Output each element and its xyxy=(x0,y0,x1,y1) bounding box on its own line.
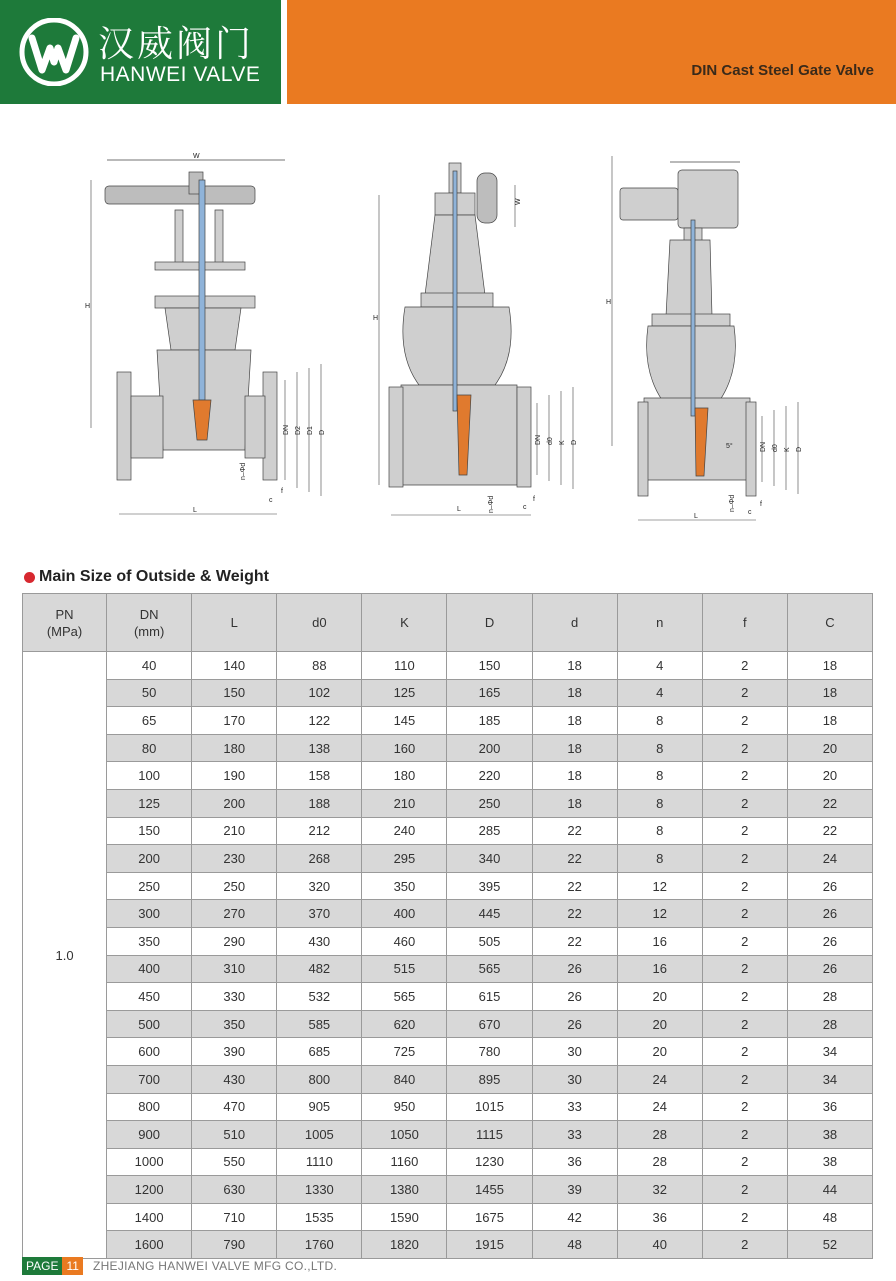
table-cell: 24 xyxy=(617,1093,702,1121)
page-header xyxy=(0,0,896,104)
table-cell: 350 xyxy=(192,1010,277,1038)
table-cell: 26 xyxy=(787,927,872,955)
table-cell: 39 xyxy=(532,1176,617,1204)
table-cell: 200 xyxy=(192,789,277,817)
table-cell: 1230 xyxy=(447,1148,532,1176)
table-cell: 1200 xyxy=(107,1176,192,1204)
page-title: DIN Cast Steel Gate Valve xyxy=(691,62,874,79)
table-cell: 190 xyxy=(192,762,277,790)
table-cell: 400 xyxy=(107,955,192,983)
dim-d2: D2 xyxy=(295,426,302,435)
table-cell: 30 xyxy=(532,1038,617,1066)
table-cell: 1820 xyxy=(362,1231,447,1259)
table-cell: 150 xyxy=(192,679,277,707)
table-cell: 30 xyxy=(532,1065,617,1093)
table-cell: 160 xyxy=(362,734,447,762)
title-banner xyxy=(287,0,896,104)
table-cell: 200 xyxy=(447,734,532,762)
column-header-label: PN xyxy=(55,606,74,622)
table-cell: 290 xyxy=(192,927,277,955)
table-row xyxy=(23,1038,873,1066)
brand-name-en: HANWEI VALVE xyxy=(100,63,261,86)
table-cell: 950 xyxy=(362,1093,447,1121)
table-cell: 2 xyxy=(702,872,787,900)
table-cell: 16 xyxy=(617,927,702,955)
table-cell: 4 xyxy=(617,679,702,707)
table-cell: 180 xyxy=(362,762,447,790)
size-weight-table xyxy=(22,593,873,1259)
table-cell: 16 xyxy=(617,955,702,983)
table-cell: 1760 xyxy=(277,1231,362,1259)
column-header xyxy=(23,594,107,652)
table-cell: 2 xyxy=(702,1121,787,1149)
column-header xyxy=(107,594,192,652)
table-cell: 2 xyxy=(702,679,787,707)
table-cell: 36 xyxy=(787,1093,872,1121)
table-cell: 1330 xyxy=(277,1176,362,1204)
dim-l: L xyxy=(694,513,698,520)
table-cell: 895 xyxy=(447,1065,532,1093)
dim-c: c xyxy=(523,504,527,511)
table-row xyxy=(23,652,873,680)
table-cell: 18 xyxy=(787,707,872,735)
table-cell: 370 xyxy=(277,900,362,928)
table-cell: 4 xyxy=(617,652,702,680)
table-cell: 125 xyxy=(107,789,192,817)
table-cell: 395 xyxy=(447,872,532,900)
table-cell: 65 xyxy=(107,707,192,735)
table-cell: 1600 xyxy=(107,1231,192,1259)
table-cell: 26 xyxy=(787,900,872,928)
valve-drawing-bevel-gear xyxy=(365,155,580,525)
table-cell: 12 xyxy=(617,900,702,928)
table-cell: 685 xyxy=(277,1038,362,1066)
column-header-label: C xyxy=(825,615,835,630)
table-cell: 2 xyxy=(702,734,787,762)
dim-f: f xyxy=(533,496,535,503)
table-row xyxy=(23,927,873,955)
table-cell: 1050 xyxy=(362,1121,447,1149)
dim-l: L xyxy=(193,507,197,514)
table-cell: 48 xyxy=(787,1203,872,1231)
table-cell: 1675 xyxy=(447,1203,532,1231)
table-cell: 52 xyxy=(787,1231,872,1259)
table-cell: 22 xyxy=(532,900,617,928)
table-cell: 800 xyxy=(107,1093,192,1121)
table-cell: 320 xyxy=(277,872,362,900)
column-header xyxy=(702,594,787,652)
table-cell: 12 xyxy=(617,872,702,900)
table-cell: 8 xyxy=(617,734,702,762)
table-cell: 900 xyxy=(107,1121,192,1149)
dim-bolt: n–Φd xyxy=(729,494,736,512)
table-cell: 510 xyxy=(192,1121,277,1149)
table-cell: 20 xyxy=(617,983,702,1011)
table-cell: 340 xyxy=(447,845,532,873)
table-cell: 700 xyxy=(107,1065,192,1093)
table-cell: 250 xyxy=(192,872,277,900)
table-cell: 2 xyxy=(702,652,787,680)
page-label: PAGE xyxy=(22,1257,62,1275)
table-row xyxy=(23,1231,873,1259)
table-cell: 400 xyxy=(362,900,447,928)
dim-d0: d0 xyxy=(772,444,779,452)
table-cell: 26 xyxy=(532,1010,617,1038)
table-cell: 158 xyxy=(277,762,362,790)
bullet-icon xyxy=(24,572,35,583)
table-cell: 600 xyxy=(107,1038,192,1066)
table-cell: 1915 xyxy=(447,1231,532,1259)
table-cell: 790 xyxy=(192,1231,277,1259)
table-cell: 170 xyxy=(192,707,277,735)
dim-d: D xyxy=(571,439,578,445)
valve-drawing-handwheel xyxy=(85,150,330,520)
table-cell: 26 xyxy=(532,955,617,983)
table-cell: 430 xyxy=(192,1065,277,1093)
table-cell: 350 xyxy=(362,872,447,900)
table-cell: 210 xyxy=(362,789,447,817)
table-row xyxy=(23,1148,873,1176)
table-cell: 18 xyxy=(532,679,617,707)
table-cell: 28 xyxy=(787,1010,872,1038)
table-cell: 20 xyxy=(787,762,872,790)
table-cell: 350 xyxy=(107,927,192,955)
table-cell: 22 xyxy=(532,927,617,955)
table-cell: 24 xyxy=(787,845,872,873)
table-row xyxy=(23,762,873,790)
table-cell: 620 xyxy=(362,1010,447,1038)
table-cell: 8 xyxy=(617,762,702,790)
table-cell: 470 xyxy=(192,1093,277,1121)
company-name: ZHEJIANG HANWEI VALVE MFG CO.,LTD. xyxy=(92,1259,338,1273)
dim-w: W xyxy=(515,198,522,205)
table-row xyxy=(23,983,873,1011)
table-cell: 1000 xyxy=(107,1148,192,1176)
table-cell: 20 xyxy=(617,1010,702,1038)
dim-w: W xyxy=(193,153,200,160)
table-cell: 210 xyxy=(192,817,277,845)
table-cell: 102 xyxy=(277,679,362,707)
table-cell: 22 xyxy=(787,817,872,845)
table-cell: 145 xyxy=(362,707,447,735)
table-cell: 18 xyxy=(532,734,617,762)
column-header xyxy=(617,594,702,652)
page-footer xyxy=(22,1257,337,1275)
table-cell: 8 xyxy=(617,817,702,845)
table-cell: 8 xyxy=(617,707,702,735)
dim-d1: D1 xyxy=(307,426,314,435)
table-cell: 1455 xyxy=(447,1176,532,1204)
table-cell: 240 xyxy=(362,817,447,845)
table-cell: 18 xyxy=(532,707,617,735)
table-cell: 1400 xyxy=(107,1203,192,1231)
table-cell: 33 xyxy=(532,1121,617,1149)
pn-cell: 1.0 xyxy=(23,652,107,1259)
table-cell: 532 xyxy=(277,983,362,1011)
table-row xyxy=(23,872,873,900)
table-cell: 515 xyxy=(362,955,447,983)
table-cell: 40 xyxy=(617,1231,702,1259)
dim-d: D xyxy=(319,429,326,435)
table-cell: 150 xyxy=(107,817,192,845)
dim-k: K xyxy=(784,447,791,452)
dim-l: L xyxy=(457,506,461,513)
table-cell: 2 xyxy=(702,1148,787,1176)
table-cell: 1110 xyxy=(277,1148,362,1176)
column-header-unit: (MPa) xyxy=(46,623,83,639)
table-cell: 565 xyxy=(447,955,532,983)
dim-angle: 5° xyxy=(726,443,733,450)
table-cell: 450 xyxy=(107,983,192,1011)
table-cell: 2 xyxy=(702,1010,787,1038)
column-header-label: d xyxy=(570,615,579,630)
table-body xyxy=(23,652,873,1259)
table-cell: 430 xyxy=(277,927,362,955)
page-number: 11 xyxy=(62,1257,82,1275)
table-cell: 22 xyxy=(532,872,617,900)
table-cell: 550 xyxy=(192,1148,277,1176)
table-cell: 2 xyxy=(702,845,787,873)
brand-logo xyxy=(0,0,281,104)
table-cell: 1115 xyxy=(447,1121,532,1149)
table-cell: 565 xyxy=(362,983,447,1011)
table-cell: 24 xyxy=(617,1065,702,1093)
dim-c: c xyxy=(748,509,752,516)
column-header-label: n xyxy=(656,615,664,630)
table-cell: 2 xyxy=(702,983,787,1011)
table-cell: 110 xyxy=(362,652,447,680)
table-cell: 18 xyxy=(532,652,617,680)
brand-name-cn: 汉威阀门 xyxy=(98,24,255,65)
dim-h: H xyxy=(85,303,91,310)
dim-h: H xyxy=(373,315,379,322)
table-cell: 330 xyxy=(192,983,277,1011)
table-row xyxy=(23,1176,873,1204)
table-row xyxy=(23,707,873,735)
table-row xyxy=(23,1093,873,1121)
table-cell: 2 xyxy=(702,900,787,928)
table-cell: 33 xyxy=(532,1093,617,1121)
table-row xyxy=(23,900,873,928)
table-cell: 2 xyxy=(702,789,787,817)
table-cell: 122 xyxy=(277,707,362,735)
table-header-row xyxy=(23,594,873,652)
table-cell: 40 xyxy=(107,652,192,680)
table-cell: 1015 xyxy=(447,1093,532,1121)
table-row xyxy=(23,845,873,873)
table-cell: 38 xyxy=(787,1148,872,1176)
table-cell: 26 xyxy=(787,872,872,900)
table-cell: 80 xyxy=(107,734,192,762)
table-cell: 180 xyxy=(192,734,277,762)
table-cell: 2 xyxy=(702,762,787,790)
table-cell: 8 xyxy=(617,845,702,873)
valve-drawing-electric xyxy=(600,150,810,530)
table-row xyxy=(23,734,873,762)
table-cell: 212 xyxy=(277,817,362,845)
column-header-unit: (mm) xyxy=(133,623,165,639)
table-cell: 250 xyxy=(107,872,192,900)
table-cell: 36 xyxy=(532,1148,617,1176)
table-cell: 460 xyxy=(362,927,447,955)
column-header-label: d0 xyxy=(312,615,327,630)
column-header xyxy=(532,594,617,652)
table-cell: 500 xyxy=(107,1010,192,1038)
table-cell: 18 xyxy=(532,789,617,817)
dim-c: c xyxy=(269,497,273,504)
section-title: Main Size of Outside & Weight xyxy=(39,568,269,585)
column-header-label: L xyxy=(230,615,238,630)
table-cell: 840 xyxy=(362,1065,447,1093)
table-cell: 505 xyxy=(447,927,532,955)
dim-k: K xyxy=(559,440,566,445)
table-cell: 230 xyxy=(192,845,277,873)
table-cell: 2 xyxy=(702,955,787,983)
table-cell: 310 xyxy=(192,955,277,983)
column-header-label: DN xyxy=(139,606,159,622)
table-cell: 125 xyxy=(362,679,447,707)
table-cell: 615 xyxy=(447,983,532,1011)
table-cell: 34 xyxy=(787,1038,872,1066)
table-cell: 28 xyxy=(787,983,872,1011)
table-cell: 200 xyxy=(107,845,192,873)
table-cell: 780 xyxy=(447,1038,532,1066)
table-cell: 2 xyxy=(702,817,787,845)
column-header-label: K xyxy=(400,615,409,630)
table-cell: 18 xyxy=(787,652,872,680)
table-row xyxy=(23,817,873,845)
table-cell: 50 xyxy=(107,679,192,707)
table-cell: 22 xyxy=(532,845,617,873)
table-cell: 905 xyxy=(277,1093,362,1121)
table-cell: 482 xyxy=(277,955,362,983)
table-row xyxy=(23,789,873,817)
table-cell: 100 xyxy=(107,762,192,790)
dim-d0: d0 xyxy=(547,437,554,445)
dim-f: f xyxy=(281,488,283,495)
table-cell: 1535 xyxy=(277,1203,362,1231)
table-cell: 48 xyxy=(532,1231,617,1259)
table-cell: 295 xyxy=(362,845,447,873)
table-cell: 300 xyxy=(107,900,192,928)
section-heading xyxy=(24,568,269,586)
table-row xyxy=(23,1121,873,1149)
table-cell: 250 xyxy=(447,789,532,817)
table-cell: 165 xyxy=(447,679,532,707)
table-cell: 42 xyxy=(532,1203,617,1231)
dim-h: H xyxy=(606,299,612,306)
table-cell: 8 xyxy=(617,789,702,817)
table-cell: 270 xyxy=(192,900,277,928)
column-header xyxy=(787,594,872,652)
table-cell: 32 xyxy=(617,1176,702,1204)
table-cell: 138 xyxy=(277,734,362,762)
table-cell: 18 xyxy=(787,679,872,707)
table-cell: 220 xyxy=(447,762,532,790)
table-cell: 800 xyxy=(277,1065,362,1093)
table-cell: 285 xyxy=(447,817,532,845)
table-cell: 36 xyxy=(617,1203,702,1231)
table-cell: 26 xyxy=(532,983,617,1011)
dim-bolt: n–Φd xyxy=(488,495,495,513)
table-cell: 150 xyxy=(447,652,532,680)
table-cell: 22 xyxy=(532,817,617,845)
column-header xyxy=(447,594,532,652)
table-cell: 20 xyxy=(787,734,872,762)
column-header xyxy=(362,594,447,652)
table-cell: 28 xyxy=(617,1121,702,1149)
table-cell: 88 xyxy=(277,652,362,680)
column-header xyxy=(277,594,362,652)
table-cell: 2 xyxy=(702,1176,787,1204)
table-cell: 2 xyxy=(702,927,787,955)
table-cell: 18 xyxy=(532,762,617,790)
table-cell: 268 xyxy=(277,845,362,873)
dim-dn: DN xyxy=(283,424,290,435)
table-cell: 710 xyxy=(192,1203,277,1231)
table-cell: 20 xyxy=(617,1038,702,1066)
table-cell: 2 xyxy=(702,707,787,735)
table-cell: 670 xyxy=(447,1010,532,1038)
table-cell: 34 xyxy=(787,1065,872,1093)
table-cell: 445 xyxy=(447,900,532,928)
table-cell: 2 xyxy=(702,1093,787,1121)
table-cell: 1160 xyxy=(362,1148,447,1176)
table-cell: 185 xyxy=(447,707,532,735)
table-row xyxy=(23,1203,873,1231)
column-header-label: f xyxy=(742,615,747,630)
dim-bolt: n–Φd xyxy=(240,462,247,480)
table-cell: 1380 xyxy=(362,1176,447,1204)
dim-f: f xyxy=(760,501,762,508)
table-cell: 38 xyxy=(787,1121,872,1149)
dim-dn: DN xyxy=(760,441,767,452)
table-cell: 725 xyxy=(362,1038,447,1066)
dim-dn: DN xyxy=(535,434,542,445)
table-cell: 26 xyxy=(787,955,872,983)
table-cell: 1590 xyxy=(362,1203,447,1231)
table-cell: 630 xyxy=(192,1176,277,1204)
table-row xyxy=(23,1010,873,1038)
table-cell: 140 xyxy=(192,652,277,680)
table-cell: 2 xyxy=(702,1231,787,1259)
table-cell: 390 xyxy=(192,1038,277,1066)
column-header-label: D xyxy=(484,615,495,630)
column-header xyxy=(192,594,277,652)
table-row xyxy=(23,1065,873,1093)
table-cell: 2 xyxy=(702,1065,787,1093)
table-cell: 22 xyxy=(787,789,872,817)
table-row xyxy=(23,679,873,707)
table-cell: 2 xyxy=(702,1038,787,1066)
table-cell: 1005 xyxy=(277,1121,362,1149)
dim-d: D xyxy=(796,446,803,452)
table-cell: 28 xyxy=(617,1148,702,1176)
hanwei-logo-icon xyxy=(18,18,90,86)
table-cell: 188 xyxy=(277,789,362,817)
table-cell: 2 xyxy=(702,1203,787,1231)
table-cell: 44 xyxy=(787,1176,872,1204)
table-cell: 585 xyxy=(277,1010,362,1038)
table-row xyxy=(23,955,873,983)
